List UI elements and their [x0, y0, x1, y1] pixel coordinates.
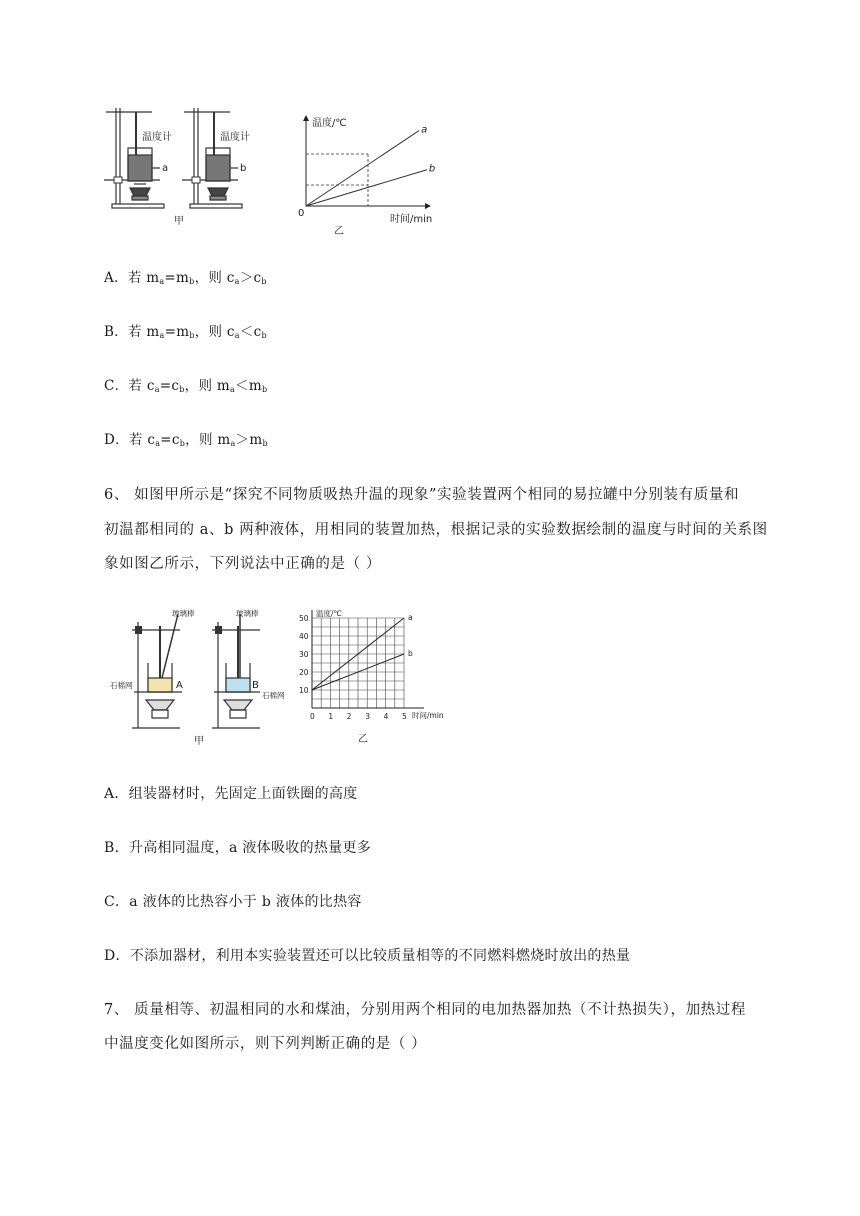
q7-stem-line-2: 中温度变化如图所示，则下列判断正确的是（ ）	[104, 1036, 427, 1052]
q5-chart-origin: 0	[298, 208, 305, 219]
q6-chart-xlabel: 时间/min	[412, 711, 444, 720]
q6-y-tick: 10	[299, 686, 309, 695]
q7-stem-line-1: 7、 质量相等、初温相同的水和煤油，分别用两个相同的电加热器加热（不计热损失），加热过程	[104, 1002, 746, 1018]
q6-y-tick: 40	[299, 632, 309, 641]
q6-label-A: A	[176, 680, 183, 691]
q6-stem-line-1: 6、 如图甲所示是“探究不同物质吸热升温的现象”实验装置两个相同的易拉罐中分别装有质量和	[104, 487, 740, 503]
q5-series-label-b: b	[428, 163, 436, 175]
q6-x-tick: 4	[383, 712, 389, 721]
q5-label-thermometer-2: 温度计	[220, 132, 250, 143]
q6-y-tick: 50	[299, 614, 309, 623]
q5-label-b: b	[240, 163, 247, 174]
q6-apparatus-figure	[110, 608, 300, 748]
q6-stem-line-2: 初温都相同的 a、b 两种液体，用相同的装置加热，根据记录的实验数据绘制的温度与时间的关系图	[104, 522, 768, 538]
q6-temperature-chart	[294, 604, 444, 746]
q6-x-tick: 2	[346, 712, 352, 721]
q6-x-tick: 5	[402, 712, 407, 721]
q5-series-label-a: a	[421, 124, 428, 136]
q5-option-c[interactable]: C．若 $c_a=c_b$，则 $m_a<m_b$	[104, 378, 268, 394]
q6-option-b[interactable]: B．升高相同温度，a 液体吸收的热量更多	[104, 840, 372, 856]
q6-label-mesh-2: 石棉网	[262, 691, 285, 700]
q6-y-tick: 20	[299, 668, 309, 677]
q6-label-rod-1: 玻璃棒	[172, 609, 195, 618]
q5-chart-caption: 乙	[334, 226, 344, 237]
q6-label-mesh-1: 石棉网	[110, 681, 133, 690]
q5-chart-ylabel: 温度/℃	[312, 118, 347, 129]
q5-caption-jia: 甲	[174, 216, 184, 227]
q5-apparatus-figure	[100, 100, 270, 230]
q6-x-tick: 3	[365, 712, 370, 721]
q5-series-line-a	[306, 131, 419, 206]
q6-label-rod-2: 玻璃棒	[236, 609, 259, 618]
q5-option-b[interactable]: B．若 $m_a=m_b$，则 $c_a<c_b$	[104, 324, 267, 340]
q6-x-tick: 0	[310, 712, 315, 721]
q5-option-d[interactable]: D．若 $c_a=c_b$，则 $m_a>m_b$	[104, 432, 268, 448]
q6-y-tick: 30	[299, 650, 309, 659]
q6-series-label-b: b	[408, 649, 413, 658]
q6-chart-ylabel: 温度/℃	[316, 609, 342, 618]
q6-stem-line-3: 象如图乙所示，下列说法中正确的是（ ）	[104, 556, 382, 572]
q5-option-a[interactable]: A．若 $m_a=m_b$，则 $c_a>c_b$	[104, 270, 267, 286]
q6-option-d[interactable]: D．不添加器材，利用本实验装置还可以比较质量相等的不同燃料燃烧时放出的热量	[104, 948, 631, 964]
q6-option-c[interactable]: C．a 液体的比热容小于 b 液体的比热容	[104, 894, 362, 910]
q5-chart-xlabel: 时间/min	[390, 214, 433, 225]
q6-caption-jia: 甲	[194, 736, 204, 747]
q6-label-B: B	[252, 680, 259, 691]
q5-temperature-chart	[290, 108, 450, 238]
q5-series-line-b	[306, 170, 427, 206]
q5-label-thermometer-1: 温度计	[142, 132, 172, 143]
q6-series-label-a: a	[408, 613, 413, 622]
q6-chart-caption: 乙	[358, 734, 368, 745]
q5-label-a: a	[162, 163, 169, 174]
q6-x-tick: 1	[328, 712, 334, 721]
q6-option-a[interactable]: A．组装器材时，先固定上面铁圈的高度	[104, 786, 358, 802]
